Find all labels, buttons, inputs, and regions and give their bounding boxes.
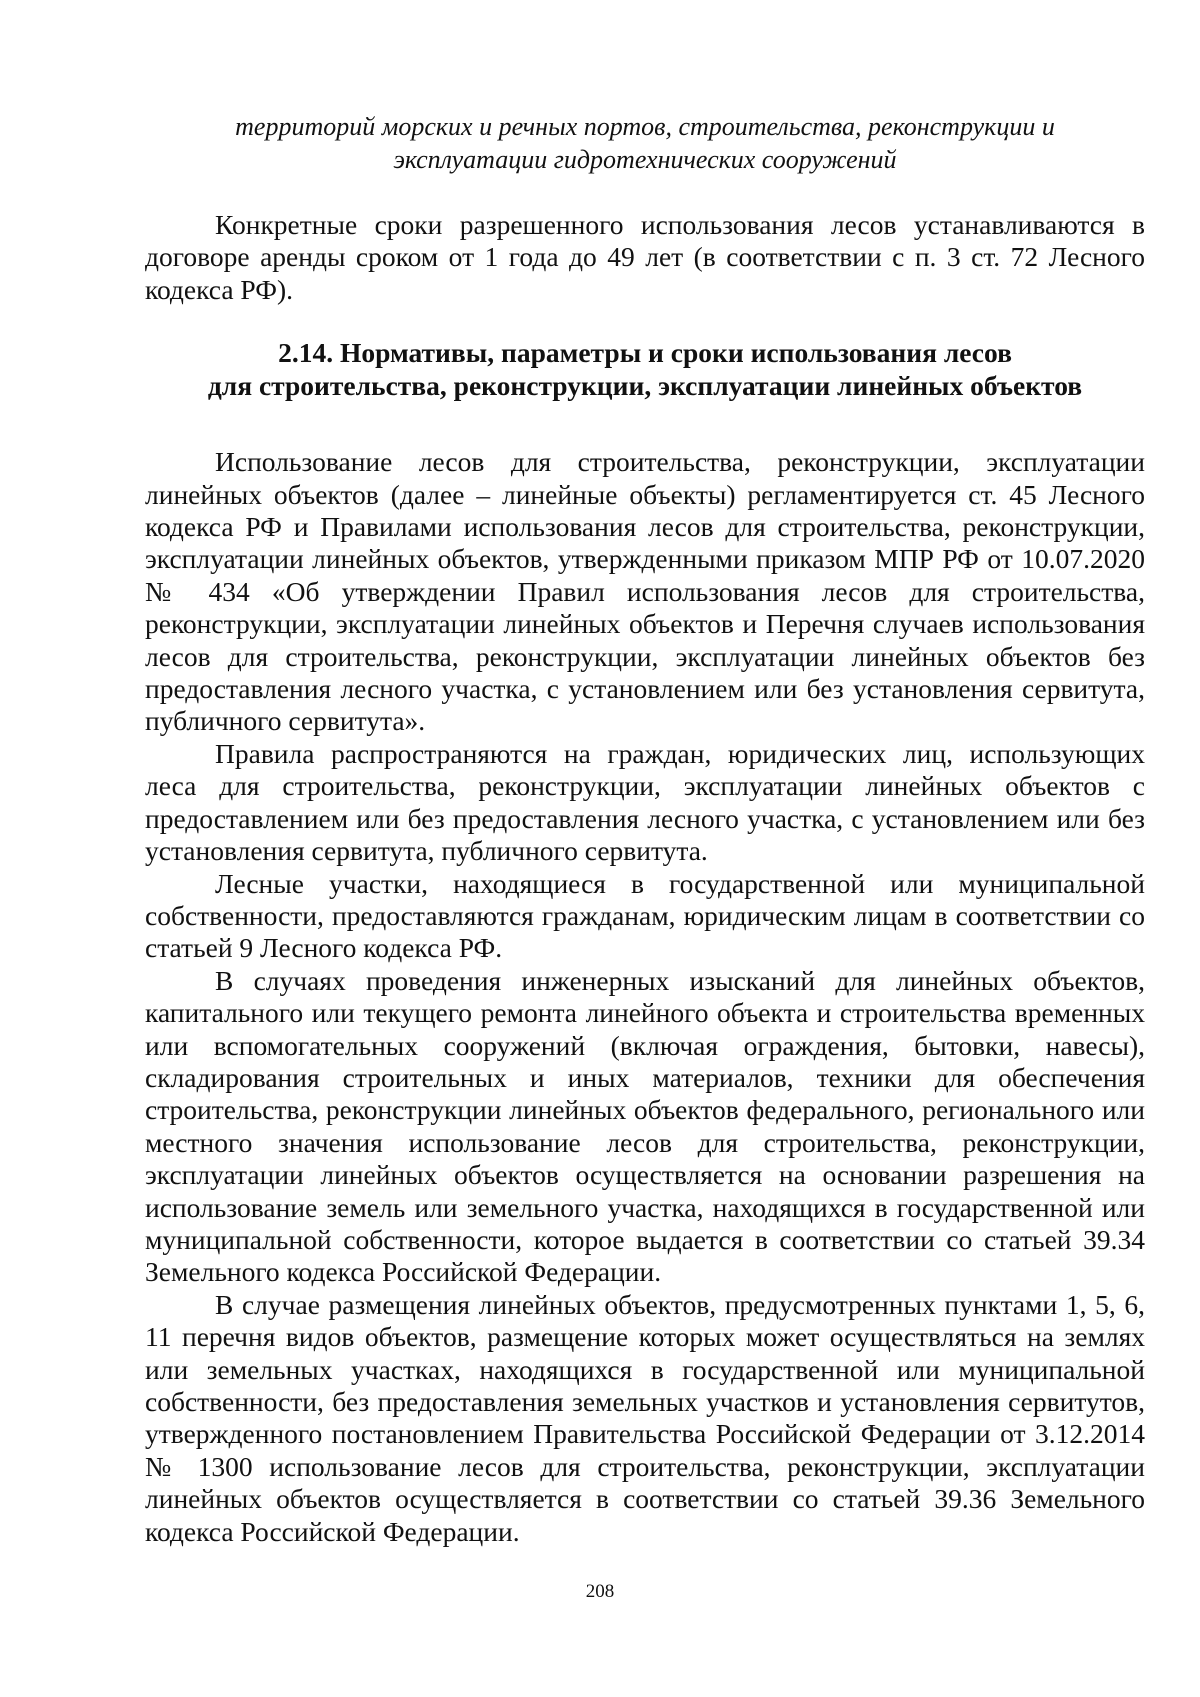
paragraph-legal-basis: Использование лесов для строительства, реконструкции, эксплуатации линейных объектов (далее – линейные объекты) регламентируется ст. 45 Лесного кодекса РФ и Правилами использования лесов для строительства, реконструкции, эксплуатации линейных объектов, утвержденными приказом МПР РФ от 10.07.2020 № 434 «Об утверждении Правил использования лесов для строительства, реконструкции, эксплуатации линейных объектов и Перечня случаев использования лесов для строительства, реконструкции, эксплуатации линейных объектов без предоставления лесного участка, с установлением или без установления сервитута, публичного сервитута». [145, 446, 1145, 737]
caption-line-1: территорий морских и речных портов, строительства, реконструкции и [235, 112, 1055, 141]
caption-line-2: эксплуатации гидротехнических сооружений [393, 145, 897, 174]
section-heading-line-1: 2.14. Нормативы, параметры и сроки использования лесов [278, 337, 1012, 369]
section-heading-line-2: для строительства, реконструкции, эксплуатации линейных объектов [207, 370, 1083, 402]
document-page [145, 110, 1145, 1548]
paragraph-engineering-surveys: В случаях проведения инженерных изысканий для линейных объектов, капитального или текущего ремонта линейного объекта и строительства временных или вспомогательных сооружений (включая ограждения, бытовки, навесы), складирования строительных и иных материалов, техники для обеспечения строительства, реконструкции линейных объектов федерального, регионального или местного значения использование лесов для строительства, реконструкции, эксплуатации линейных объектов осуществляется на основании разрешения на использование земель или земельного участка, находящихся в государственной или муниципальной собственности, которое выдается в соответствии со статьей 39.34 Земельного кодекса Российской Федерации. [145, 964, 1145, 1288]
table-caption-continuation [145, 110, 1145, 176]
section-heading [145, 336, 1145, 402]
paragraph-scope: Правила распространяются на граждан, юридических лиц, использующих леса для строительства, реконструкции, эксплуатации линейных объектов с предоставлением или без предоставления лесного участка, с установлением или без установления сервитута, публичного сервитута. [145, 737, 1145, 867]
page-number: 208 [585, 1581, 615, 1602]
paragraph-land-plots: Лесные участки, находящиеся в государственной или муниципальной собственности, предоставляются гражданам, юридическим лицам в соответствии со статьей 9 Лесного кодекса РФ. [145, 867, 1145, 964]
intro-paragraph: Конкретные сроки разрешенного использования лесов устанавливаются в договоре аренды сроком от 1 года до 49 лет (в соответствии с п. 3 ст. 72 Лесного кодекса РФ). [145, 209, 1145, 305]
paragraph-linear-objects-placement: В случае размещения линейных объектов, предусмотренных пунктами 1, 5, 6, 11 перечня видов объектов, размещение которых может осуществляться на землях или земельных участках, находящихся в государственной или муниципальной собственности, без предоставления земельных участков и установления сервитутов, утвержденного постановлением Правительства Российской Федерации от 3.12.2014 № 1300 использование лесов для строительства, реконструкции, эксплуатации линейных объектов осуществляется в соответствии со статьей 39.36 Земельного кодекса Российской Федерации. [145, 1288, 1145, 1547]
